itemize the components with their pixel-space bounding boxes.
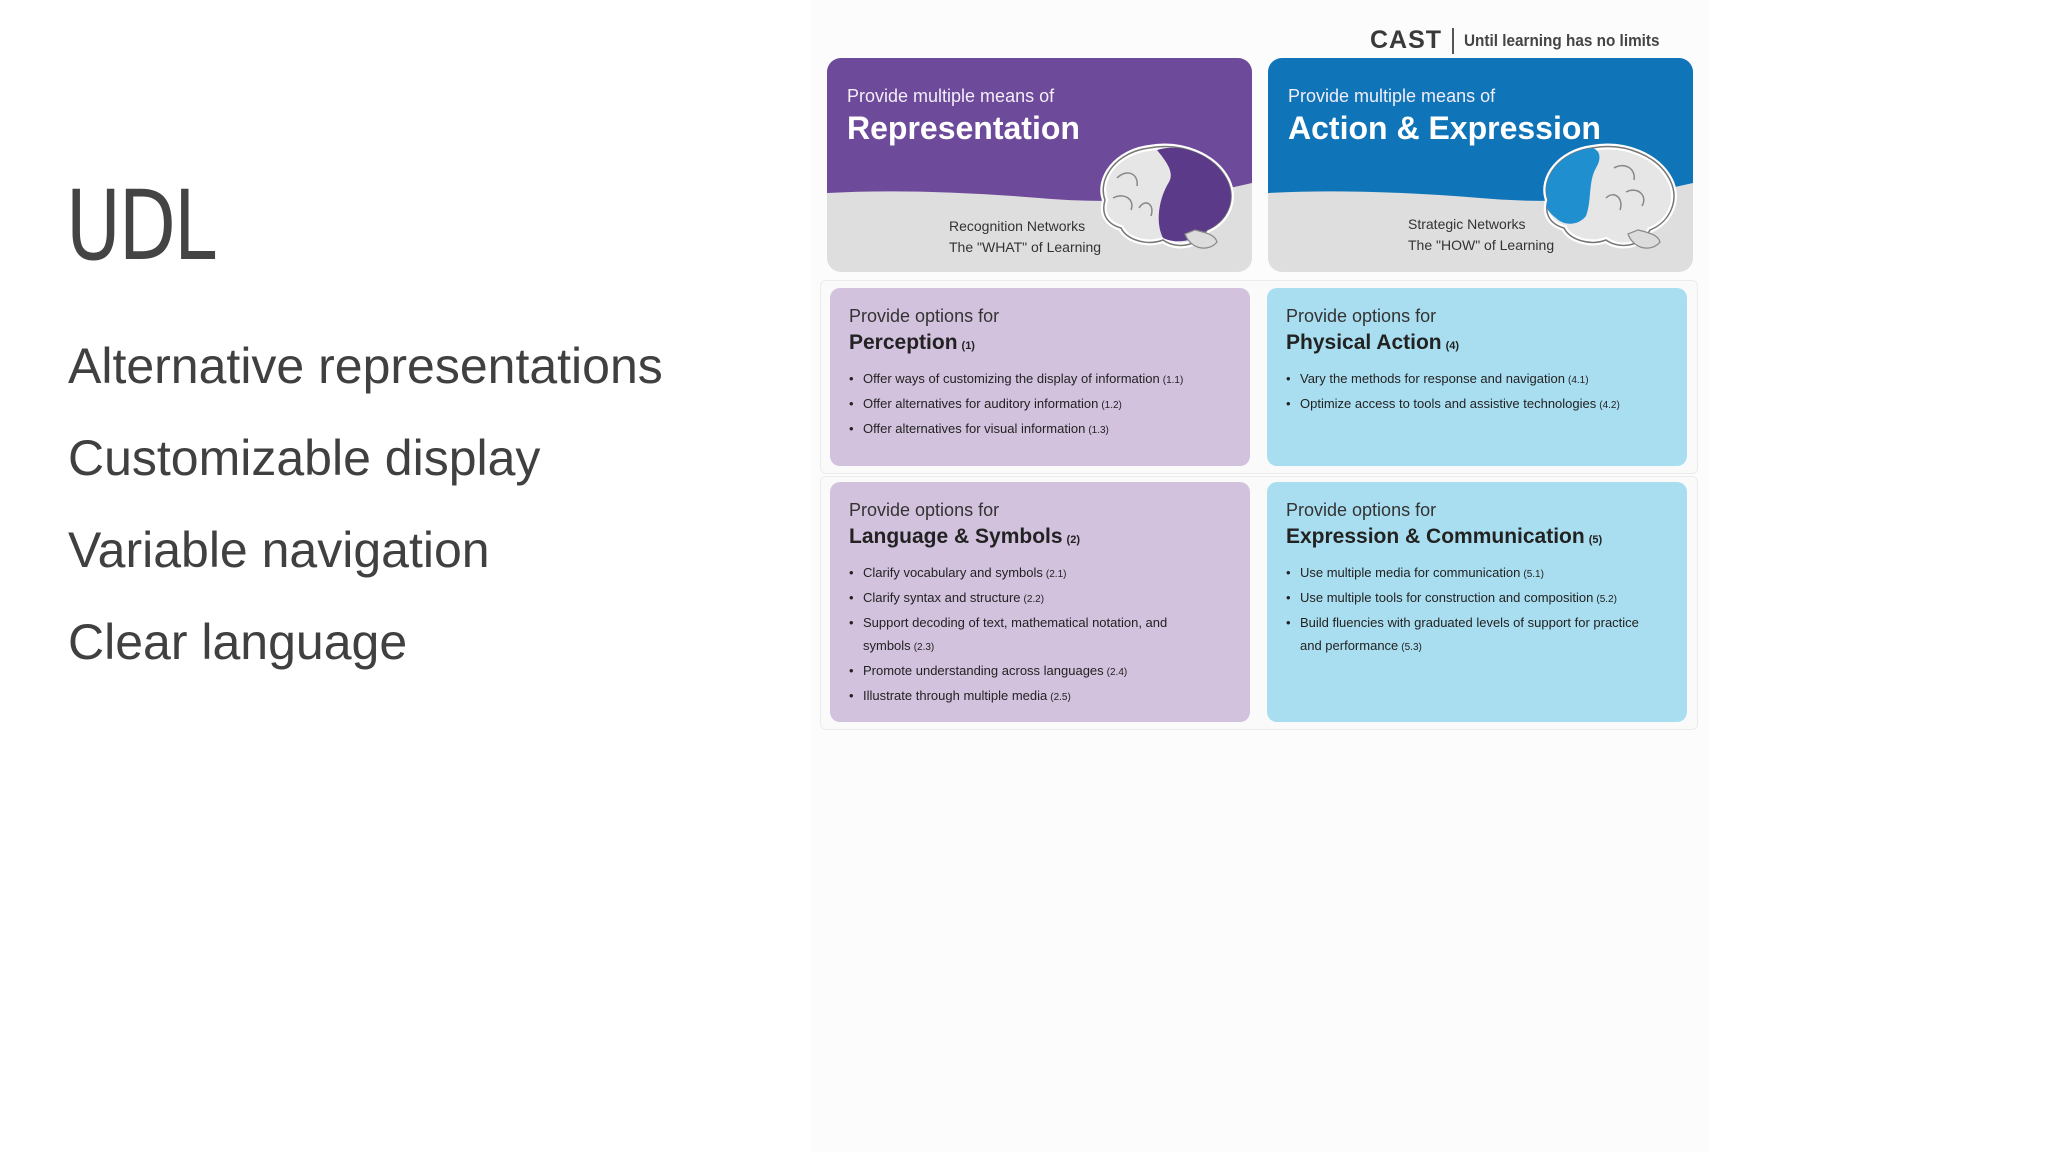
option-title-text: Perception	[849, 331, 958, 354]
list-item	[863, 417, 1232, 442]
item-text: Offer ways of customizing the display of information	[863, 371, 1160, 386]
action-expression-title: Action & Expression	[1288, 110, 1601, 146]
item-code: (2.3)	[913, 642, 935, 653]
item-code: (1.1)	[1162, 375, 1184, 386]
item-text: Use multiple tools for construction and composition	[1300, 590, 1594, 605]
option-list	[849, 561, 1232, 709]
representation-title: Representation	[847, 110, 1080, 146]
bullet-list	[68, 320, 663, 688]
option-number: (2)	[1066, 534, 1080, 546]
action-expression-header-card	[1268, 58, 1693, 272]
list-item	[863, 659, 1232, 684]
list-item	[863, 367, 1232, 392]
list-item	[863, 586, 1232, 611]
item-code: (2.5)	[1050, 692, 1071, 703]
option-pre: Provide options for	[849, 306, 1000, 326]
representation-pre: Provide multiple means of	[847, 86, 1055, 106]
option-pre: Provide options for	[849, 500, 1000, 520]
item-code: (5.2)	[1596, 594, 1617, 605]
item-text: Offer alternatives for auditory information	[863, 396, 1099, 411]
bullet-item: Variable navigation	[68, 522, 490, 578]
item-text: Promote understanding across languages	[863, 663, 1104, 678]
cast-tagline: Until learning has no limits	[1464, 30, 1660, 50]
item-text: Clarify vocabulary and symbols	[863, 565, 1043, 580]
representation-network	[949, 216, 1101, 258]
item-code: (5.3)	[1401, 642, 1422, 653]
item-text: Support decoding of text, mathematical notation, and symbols	[863, 615, 1168, 653]
list-item	[1300, 611, 1640, 659]
option-title	[1286, 331, 1669, 355]
item-code: (1.2)	[1101, 400, 1122, 411]
list-item	[1300, 392, 1669, 417]
network-name: Recognition Networks	[949, 218, 1086, 234]
item-code: (4.2)	[1599, 400, 1620, 411]
action-expression-network	[1408, 214, 1554, 256]
option-number: (5)	[1588, 534, 1603, 546]
item-text: Use multiple media for communication	[1300, 565, 1521, 580]
list-item	[1300, 367, 1669, 392]
brain-icon	[1087, 138, 1237, 258]
item-code: (4.1)	[1567, 375, 1589, 386]
network-subtitle: The "WHAT" of Learning	[949, 239, 1102, 255]
slide-title: UDL	[66, 170, 214, 282]
item-code: (2.1)	[1045, 569, 1067, 580]
option-number: (4)	[1445, 340, 1460, 352]
representation-header-card	[827, 58, 1252, 272]
option-title-text: Physical Action	[1286, 331, 1442, 354]
option-list	[1286, 561, 1669, 659]
item-code: (1.3)	[1088, 425, 1109, 436]
option-title-text: Language & Symbols	[849, 525, 1063, 548]
bullet-item: Customizable display	[68, 430, 541, 486]
item-text: Offer alternatives for visual information	[863, 421, 1086, 436]
brand-divider	[1452, 28, 1454, 54]
option-pre: Provide options for	[1286, 306, 1437, 326]
bullet-item: Alternative representations	[68, 338, 663, 394]
item-code: (5.1)	[1523, 569, 1544, 580]
item-code: (2.4)	[1106, 667, 1128, 678]
item-text: Build fluencies with graduated levels of support for practice and performance	[1300, 615, 1639, 653]
option-title-text: Expression & Communication	[1286, 525, 1585, 548]
option-title	[849, 331, 1232, 355]
list-item	[863, 611, 1203, 659]
perception-card	[830, 288, 1250, 466]
action-expression-pre: Provide multiple means of	[1288, 86, 1496, 106]
language-symbols-card	[830, 482, 1250, 722]
expression-communication-card	[1267, 482, 1687, 722]
item-text: Vary the methods for response and navigation	[1300, 371, 1565, 386]
list-item	[1300, 561, 1669, 586]
option-title	[1286, 525, 1669, 549]
item-text: Clarify syntax and structure	[863, 590, 1021, 605]
cast-logo: CAST	[1370, 26, 1443, 54]
option-title	[849, 525, 1232, 549]
list-item	[863, 392, 1232, 417]
option-number: (1)	[961, 340, 975, 352]
option-list	[1286, 367, 1669, 417]
list-item	[863, 684, 1232, 709]
cast-brand	[1370, 26, 1681, 55]
network-name: Strategic Networks	[1408, 216, 1526, 232]
option-list	[849, 367, 1232, 442]
bullet-item: Clear language	[68, 614, 408, 670]
list-item	[1300, 586, 1669, 611]
list-item	[863, 561, 1232, 586]
network-subtitle: The "HOW" of Learning	[1408, 237, 1555, 253]
physical-action-card	[1267, 288, 1687, 466]
option-pre: Provide options for	[1286, 500, 1437, 520]
item-text: Optimize access to tools and assistive technologies	[1300, 396, 1597, 411]
item-text: Illustrate through multiple media	[863, 688, 1048, 703]
item-code: (2.2)	[1023, 594, 1045, 605]
